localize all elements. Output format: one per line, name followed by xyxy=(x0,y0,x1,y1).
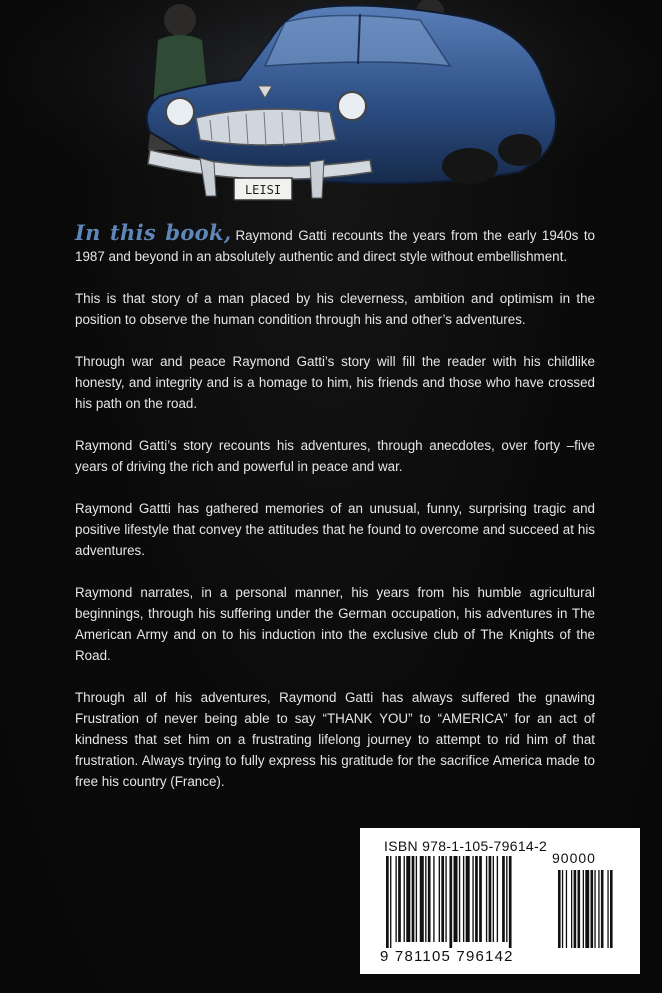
barcode-bar xyxy=(459,856,460,942)
addon-bar xyxy=(598,870,599,948)
barcode-bar xyxy=(502,856,505,942)
barcode-bar xyxy=(416,856,417,942)
barcode-bar xyxy=(449,856,452,948)
barcode-bar xyxy=(472,856,473,942)
barcode-bar xyxy=(386,856,389,948)
addon-bar xyxy=(566,870,567,948)
paragraph-2: This is that story of a man placed by his cleverness, ambition and optimism in the position to observe the human condition through his and other’s adventures. xyxy=(75,291,595,327)
barcode-bar xyxy=(493,856,494,942)
barcode-bar xyxy=(475,856,478,942)
paragraph-5: Raymond Gattti has gathered memories of an unusual, funny, surprising tragic and positive lifestyle that convey the attitudes that he found to overcome and succeed at his adventures. xyxy=(75,501,595,558)
addon-bar xyxy=(583,870,584,948)
barcode-bar xyxy=(463,856,464,942)
addon-bar xyxy=(578,870,581,948)
barcode-bar xyxy=(479,856,482,942)
barcode-bar xyxy=(439,856,440,942)
addon-bar xyxy=(594,870,595,948)
addon-bar xyxy=(610,870,613,948)
license-plate-text: LEISI xyxy=(244,183,282,197)
barcode-bar xyxy=(404,856,405,942)
barcode-addon-number: 90000 xyxy=(552,850,596,866)
barcode-bar xyxy=(445,856,446,942)
addon-bar xyxy=(558,870,561,948)
barcode-bar xyxy=(441,856,444,942)
barcode-bar xyxy=(486,856,487,942)
paragraph-6: Raymond narrates, in a personal manner, his years from his humble agricultural beginnings, through his suffering under the German occupation, his adventures in The American Army and on to his induction into the exclusive club of The Knights of the Road. xyxy=(75,585,595,663)
addon-bar xyxy=(571,870,572,948)
barcode-bar xyxy=(390,856,391,948)
car-illustration xyxy=(0,0,662,215)
isbn-barcode xyxy=(360,828,640,974)
isbn-label: ISBN 978-1-105-79614-2 xyxy=(384,838,548,854)
blurb xyxy=(75,222,595,813)
barcode-bar xyxy=(425,856,426,942)
addon-bar xyxy=(601,870,604,948)
addon-bar xyxy=(574,870,577,948)
addon-bar xyxy=(562,870,563,948)
barcode-bar xyxy=(433,856,434,942)
barcode-bar xyxy=(398,856,401,942)
barcode-bar xyxy=(466,856,470,942)
barcode-bar xyxy=(420,856,424,942)
barcode-bars xyxy=(374,856,630,948)
barcode-digits: 9 781105 796142 xyxy=(380,948,514,965)
paragraph-text: Raymond Gatti recounts the years from the early 1940s to 1987 and beyond in an absolutely authentic and direct style without embellishment. xyxy=(75,228,595,264)
paragraph-3: Through war and peace Raymond Gatti’s story will fill the reader with his childlike honesty, and integrity and is a homage to him, his friends and those who have crossed his path on the road. xyxy=(75,354,595,411)
paragraph-7: Through all of his adventures, Raymond Gatti has always suffered the gnawing Frustration of never being able to say “THANK YOU” to “AMERICA” for an act of kindness that set him on a frustrating lifelong journey to attempt to rid him of that frustration. Always trying to fully express his gratitude for the sacrifice America made to free his country (France). xyxy=(75,690,595,789)
addon-bar xyxy=(591,870,594,948)
barcode-bar xyxy=(489,856,492,942)
barcode-bar xyxy=(395,856,396,942)
barcode-bar xyxy=(412,856,415,942)
addon-bar xyxy=(607,870,608,948)
paragraph-1 xyxy=(75,222,595,267)
addon-bar xyxy=(585,870,589,948)
barcode-bar xyxy=(454,856,458,942)
barcode-bar xyxy=(497,856,498,942)
lead-phrase: In this book, xyxy=(75,220,232,245)
paragraph-4: Raymond Gatti’s story recounts his adventures, through anecdotes, over forty –five years of driving the rich and powerful in peace and war. xyxy=(75,438,595,474)
barcode-bar xyxy=(506,856,507,942)
barcode-bar xyxy=(509,856,512,948)
barcode-bar xyxy=(428,856,431,942)
barcode-bar xyxy=(406,856,410,942)
